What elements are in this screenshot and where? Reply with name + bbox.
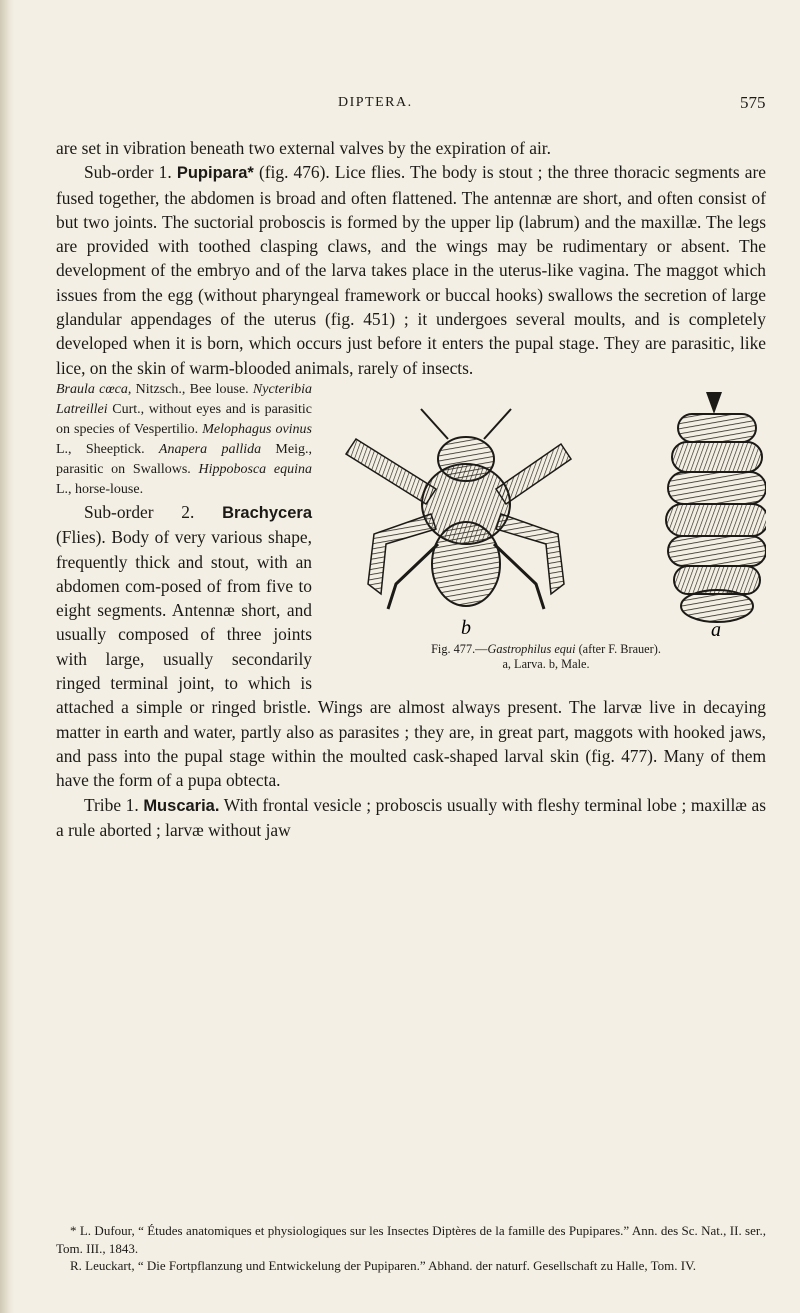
muscaria-description: With frontal vesicle ; proboscis usually with fleshy terminal lobe ; maxillæ as a rule aborted ; larvæ without jaw: [56, 794, 766, 840]
larva-drawing: [666, 392, 766, 622]
species-braula-note: , Nitzsch., Bee louse.: [127, 381, 253, 397]
species-hippobosca: Hippobosca equina: [198, 461, 312, 477]
paragraph-muscaria: [56, 793, 766, 843]
suborder-2-lead: Sub-order 2.: [84, 501, 195, 522]
caption-prefix: Fig. 477.—: [431, 641, 488, 656]
species-hippobosca-note: L., horse-louse.: [56, 481, 144, 497]
species-melophagus: Melophagus ovinus: [202, 421, 312, 437]
figure-illustration: [326, 384, 766, 642]
caption-species: Gastrophilus equi: [487, 641, 576, 656]
figure-caption: [326, 642, 766, 672]
male-fly-drawing: [346, 409, 571, 609]
caption-suffix: (after F. Brauer).: [575, 641, 661, 656]
figure-label-a: a: [711, 618, 721, 641]
tribe-term-muscaria: Muscaria.: [143, 796, 220, 815]
brachycera-description: (Flies). Body of very various shape, frequently thick and stout, with an abdomen com-posed of from five to eight segments. Antennæ short, and usually composed of three joints with large, usually secondarily ringed terminal joint, to which is attached a simple or ringed bristle. Wings are almost always present. The larvæ live in decaying matter in earth and water, partly also as parasites ; they are, in great part, maggots with hooked jaws, and pass into the pupal stage within the moulted cask-shaped larval skin (fig. 477). Many of them have the form of a pupa obtecta.: [56, 527, 766, 791]
species-anapera-note: Meig., parasitic on Swallows.: [56, 441, 312, 477]
page-edge-shadow: [0, 0, 14, 1313]
footnote-dufour: * L. Dufour, “ Études anatomiques et physiologiques sur les Insectes Diptères de la famille des Pupipares.” Ann. des Sc. Nat., II. ser., Tom. III., 1843.: [56, 1223, 766, 1256]
species-melophagus-note: L., Sheeptick.: [56, 441, 159, 457]
footnote-leuckart: R. Leuckart, “ Die Fortpflanzung und Entwickelung der Pupiparen.” Abhand. der naturf. Gesellschaft zu Halle, Tom. IV.: [70, 1258, 697, 1273]
caption-line-2: a, Larva. b, Male.: [502, 656, 590, 671]
tribe-lead: Tribe 1.: [84, 794, 139, 815]
suborder-lead: Sub-order 1.: [84, 162, 172, 183]
figure-label-b: b: [461, 616, 471, 639]
running-head: DIPTERA.: [338, 95, 413, 110]
species-braula: Braula cœca: [56, 381, 128, 397]
page-header: [0, 95, 800, 119]
figure-477: [326, 384, 766, 684]
species-nycteribia: Nycteribia Latreillei: [56, 381, 312, 417]
species-anapera: Anapera pallida: [158, 441, 262, 457]
page-number: 575: [740, 93, 766, 112]
species-nycteribia-note: Curt., without eyes and is parasitic on species of Vespertilio.: [56, 401, 312, 437]
suborder-term-brachycera: Brachycera: [222, 503, 312, 522]
pupipara-description: (fig. 476). Lice flies. The body is stout ; the three thoracic segments are fused together, the abdomen is broad and often flattened. The antennæ are short, and often consist of but two joints. The suctorial proboscis is formed by the upper lip (labrum) and the maxillæ. The legs are provided with toothed clasping claws, and the wings may be rudimentary or absent. The development of the embryo and of the larva takes place in the uterus-like vagina. The maggot which issues from the egg (without pharyngeal framework or buccal hooks) swallows the secretion of large glandular appendages of the uterus (fig. 451) ; it undergoes several moults, and is completely developed when it is born, which occurs just before it enters the pupal stage. They are parasitic, like lice, on the skin of warm-blooded animals, rarely of insects.: [56, 162, 766, 378]
suborder-term-pupipara: Pupipara*: [176, 164, 254, 183]
paragraph-pupipara: [56, 160, 766, 380]
footnotes: [56, 1222, 766, 1275]
body-text: [56, 136, 766, 842]
paragraph-expiration: are set in vibration beneath two external valves by the expiration of air.: [56, 138, 551, 158]
